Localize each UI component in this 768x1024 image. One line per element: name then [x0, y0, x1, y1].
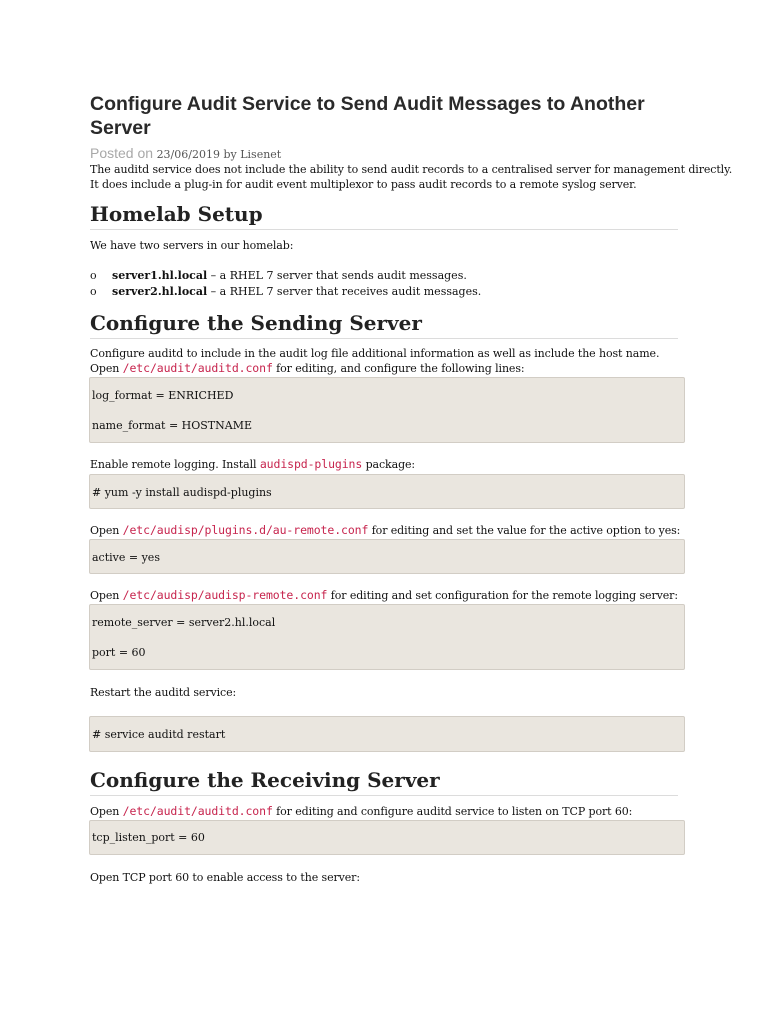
homelab-text: We have two servers in our homelab:	[90, 239, 294, 252]
code-block	[89, 474, 685, 509]
text-fragment: package:	[362, 458, 416, 471]
inline-code: /etc/audisp/plugins.d/au-remote.conf	[122, 523, 369, 537]
inline-code: audispd-plugins	[259, 457, 363, 471]
sending-p1: Configure auditd to include in the audit log file additional information as well as include the host name.	[90, 347, 660, 360]
text-fragment: Open	[90, 589, 123, 602]
sending-p3	[90, 457, 415, 472]
code-line: name_format = HOSTNAME	[92, 419, 252, 432]
text-fragment: for editing and set configuration for the remote logging server:	[327, 589, 678, 602]
code-block	[89, 716, 685, 752]
text-fragment: Open	[90, 524, 123, 537]
sending-p2	[90, 361, 524, 376]
code-line: remote_server = server2.hl.local	[92, 616, 276, 629]
text-fragment: for editing and set the value for the active option to yes:	[368, 524, 681, 537]
post-meta	[90, 145, 281, 161]
text-fragment: Open	[90, 362, 123, 375]
text-fragment: Enable remote logging. Install	[90, 458, 260, 471]
inline-code: /etc/audit/auditd.conf	[122, 804, 273, 818]
code-block	[89, 820, 685, 855]
list-item	[90, 285, 481, 298]
post-author[interactable]: Lisenet	[240, 148, 282, 161]
bullet-marker: o	[90, 285, 97, 298]
sending-p5	[90, 588, 678, 603]
server-name: server1.hl.local	[112, 269, 208, 282]
homelab-heading: Homelab Setup	[90, 202, 678, 230]
intro-line-2: It does include a plug-in for audit event multiplexor to pass audit records to a remote syslog server.	[90, 178, 637, 191]
sending-heading: Configure the Sending Server	[90, 311, 678, 339]
server-name: server2.hl.local	[112, 285, 208, 298]
text-fragment: for editing and configure auditd service to listen on TCP port 60:	[272, 805, 633, 818]
intro-line-1: The auditd service does not include the ability to send audit records to a centralised server for management directly.	[90, 163, 733, 176]
receiving-p1	[90, 804, 632, 819]
by-label: by	[223, 148, 237, 161]
code-block	[89, 539, 685, 574]
code-block	[89, 604, 685, 670]
bullet-marker: o	[90, 269, 97, 282]
code-line: active = yes	[92, 551, 160, 564]
server-desc: – a RHEL 7 server that sends audit messages.	[207, 269, 467, 282]
page-title: Configure Audit Service to Send Audit Messages to Another Server	[90, 93, 645, 139]
list-item	[90, 269, 467, 282]
code-line: port = 60	[92, 646, 146, 659]
code-line: # yum -y install audispd-plugins	[92, 486, 272, 499]
inline-code: /etc/audisp/audisp-remote.conf	[122, 588, 328, 602]
receiving-heading: Configure the Receiving Server	[90, 768, 678, 796]
server-desc: – a RHEL 7 server that receives audit messages.	[207, 285, 482, 298]
post-date[interactable]: 23/06/2019	[156, 148, 220, 161]
inline-code: /etc/audit/auditd.conf	[122, 361, 273, 375]
text-fragment: for editing, and configure the following lines:	[272, 362, 525, 375]
code-line: # service auditd restart	[92, 728, 226, 741]
sending-p6: Restart the auditd service:	[90, 686, 237, 699]
sending-p4	[90, 523, 680, 538]
receiving-p2: Open TCP port 60 to enable access to the server:	[90, 871, 360, 884]
code-block	[89, 377, 685, 443]
code-line: log_format = ENRICHED	[92, 389, 234, 402]
posted-label: Posted on	[90, 145, 154, 161]
code-line: tcp_listen_port = 60	[92, 831, 205, 844]
text-fragment: Open	[90, 805, 123, 818]
